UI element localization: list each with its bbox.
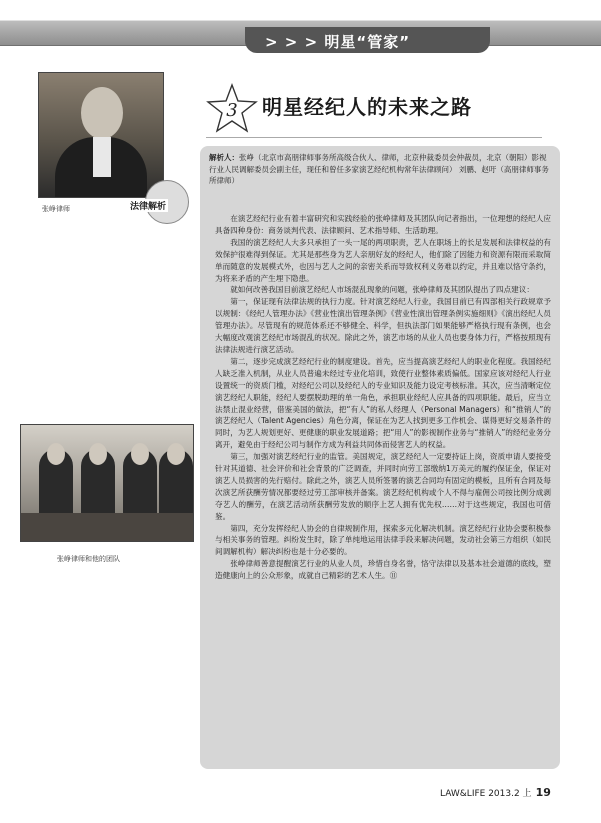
closing-text: 张峥律师善意提醒演艺行业的从业人员，珍惜自身名誉，恪守法律以及基本社会道德的底线，塑造健康向上的公众形象，成就自己精彩的艺术人生。 — [215, 559, 551, 581]
paragraph: 第四，充分发挥经纪人协会的自律规制作用，探索多元化解决机制。演艺经纪行业协会要积极参与相关事务的管理。纠纷发生时，除了单纯地运用法律手段来解决问题，发动社会第三方组织（如民间调解机构）解决纠纷也是十分必要的。 — [215, 523, 551, 557]
page-number: 19 — [535, 786, 551, 799]
paragraph: 我国的演艺经纪人大多只承担了一头一尾的两项职责，艺人在职场上的长足发展和法律权益的有效保护很难得到保证。尤其是那些身为艺人亲朋好友的经纪人，他们除了因能力和资源有限而采取简单而随意的发展模式外，也因与艺人之间的亲密关系而导致权利义务难以约定，并且难以恪守条约，为将来矛盾的产生埋下隐患。 — [215, 237, 551, 283]
portrait-caption: 张峥律师 — [42, 205, 70, 213]
paragraph-final — [215, 558, 551, 582]
lawyer-portrait-photo — [38, 72, 164, 198]
star-number-icon — [206, 83, 258, 133]
legal-analysis-badge: 法律解析 — [128, 199, 168, 212]
article-body — [215, 213, 551, 582]
paragraph: 第二，逐步完成演艺经纪行业的制度建设。首先，应当提高演艺经纪人的职业化程度。我国经纪人缺乏准入机制，从业人员普遍未经过专业化培训，致使行业整体素质偏低。国家应该对经纪人行业设置统一的资质门槛，对经纪公司以及经纪人的专业知识及能力设定考核标准。其次，应当清晰定位演艺经纪人职能，经纪人要摆脱助理的单一角色，承担职业经纪人应具备的四项职能。最后，应当立法禁止混业经营，借鉴美国的做法，把“有人”的私人经理人（Personal Managers）和“推销人”的演艺经纪人（Talent Agencies）角色分离，保证在为艺人找到更多工作机会、谋得更好交易条件的同时，为艺人规划更好、更健康的职业发展道路；把“用人”的影视制作业务与“推销人”的经纪业务分离开，避免由于经纪公司与制作方成为利益共同体而侵害艺人的权益。 — [215, 356, 551, 450]
end-mark-icon: ⑪ — [389, 571, 398, 581]
paragraph: 第一，保证现有法律法规的执行力度。针对演艺经纪人行业，我国目前已有四部相关行政规章予以规制：《经纪人管理办法》《营业性演出管理条例》《营业性演出管理条例实施细则》《演出经纪人员管理办法》。尽管现有的规范体系还不够健全、科学，但执法部门如果能够严格执行现有条例，也会大幅度改观演艺经纪市场混乱的状况。除此之外，演艺市场的从业人员也要身体力行，严格按照现有法律法规进行演艺活动。 — [215, 297, 551, 354]
analyst-info — [209, 152, 553, 187]
section-title: > > > 明星“管家” — [265, 33, 411, 51]
title-divider — [206, 137, 542, 138]
paragraph: 就如何改善我国目前演艺经纪人市场混乱现象的问题，张峥律师及其团队提出了四点建议： — [230, 285, 534, 295]
team-caption: 张峥律师和他的团队 — [57, 555, 120, 563]
article-number: 3 — [226, 100, 238, 121]
analyst-text: 张峥（北京市高朋律师事务所高级合伙人、律师，北京仲裁委员会仲裁员，北京（朝阳）影视行业人民调解委员会副主任，现任和曾任多家演艺经纪机构常年法律顾问） 刘鹏、赵吁（高朋律师事务所律师） — [209, 153, 549, 185]
issue-label: LAW&LIFE 2013.2 上 — [440, 789, 532, 799]
paragraph: 在演艺经纪行业有着丰富研究和实践经验的张峥律师及其团队向记者指出，一位理想的经纪人应具备四种身份：商务谈判代表、法律顾问、艺术指导师、生活助理。 — [215, 214, 551, 235]
analyst-label: 解析人： — [209, 153, 239, 162]
team-photo — [20, 424, 194, 542]
article-title: 明星经纪人的未来之路 — [262, 95, 472, 119]
section-banner — [0, 0, 601, 58]
paragraph: 第三，加强对演艺经纪行业的监管。美国规定，演艺经纪人一定要持证上岗，资质申请人要接受针对其道德、社会评价和社会背景的广泛调查，并同时向劳工部缴纳1万美元的履约保证金，保证对演艺人员损害的先行赔付。除此之外，演艺人员所签署的演艺合同均有固定的模板，且所有合同及每次演艺所获酬劳情况都要经过劳工部审核并备案。演艺经纪机构或个人不得与雇佣公司按比例分成剥夺艺人的酬劳，在演艺活动所获酬劳发放的顺序上艺人拥有优先权……对于这些规定，我国也可借鉴。 — [215, 452, 551, 521]
page-footer — [440, 786, 551, 799]
